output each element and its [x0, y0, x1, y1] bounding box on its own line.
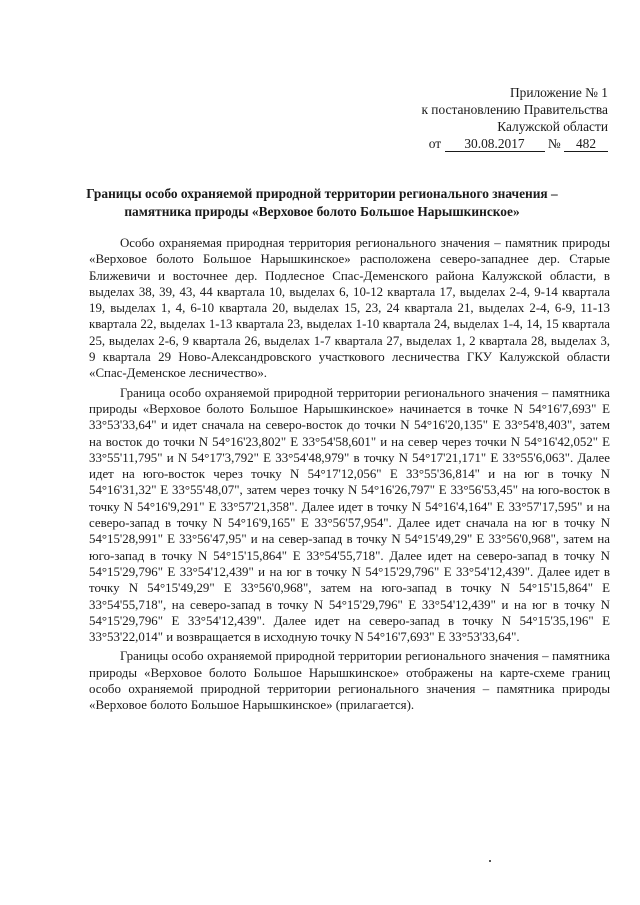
- document-body: [89, 235, 610, 717]
- date-label: от: [428, 136, 442, 151]
- paragraph-map: Границы особо охраняемой природной территории регионального значения – памятника природы «Верховое болото Большое Нарышкинское» отображены на карте-схеме границ особо охраняемой природной территории регионального значения – памятника природы «Верховое болото Большое Нарышкинское» (прилагается).: [89, 649, 610, 713]
- number-label: №: [547, 136, 561, 151]
- document-title: Границы особо охраняемой природной территории регионального значения – памятника природы «Верховое болото Большое Нарышкинское»: [86, 186, 558, 219]
- scan-speck: [489, 860, 491, 862]
- resolution-number: 482: [564, 137, 608, 152]
- appendix-header: [421, 84, 608, 152]
- appendix-region: Калужской области: [497, 119, 608, 134]
- appendix-resolution: к постановлению Правительства: [421, 102, 608, 117]
- paragraph-boundary: Граница особо охраняемой природной территории регионального значения – памятника природы «Верховое болото Большое Нарышкинское» начинается в точке N 54°16'7,693" E 33°53'33,64" и идет сначала на северо-восток до точки N 54°16'20,135" E 33°54'8,403", затем на восток до точки N 54°16'23,802" E 33°54'58,601" и на север через точки N 54°16'42,052" E 33°55'11,795" и N 54°17'3,792" E 33°54'48,979" в точку N 54°17'21,171" E 33°55'6,063". Далее идет на юго-восток через точку N 54°17'12,056" E 33°55'36,814" и на юг в точку N 54°16'31,32" E 33°55'48,07", затем через точку N 54°16'26,797" E 33°56'53,45" на юго-восток в точку N 54°16'9,291" E 33°57'21,358". Далее идет в точку N 54°16'4,164" E 33°57'17,595" и на северо-запад в точку N 54°16'9,165" E 33°56'57,954". Далее идет сначала на юг в точку N 54°15'28,991" E 33°56'47,95" и на север-запад в точку N 54°15'49,29" E 33°56'0,968", затем на юго-запад в точку N 54°15'15,864" E 33°54'55,718". Далее идет на северо-запад в точку N 54°15'29,796" E 33°54'12,439" и на юг в точку N 54°15'29,796" E 33°54'12,439". Далее идет в точку N 54°15'49,29" E 33°56'0,968", затем на юго-запад в точку N 54°15'15,864" E 33°54'55,718", на северо-запад в точку N 54°15'29,796" E 33°54'12,439" и на юг в точку N 54°15'29,796" E 33°54'12,439". Далее идет на северо-запад в точку N 54°15'35,196" E 33°53'22,014" и возвращается в исходную точку N 54°16'7,693" E 33°53'33,64".: [89, 385, 610, 645]
- appendix-dateline: [421, 135, 608, 152]
- resolution-date: 30.08.2017: [445, 137, 545, 152]
- paragraph-location: Особо охраняемая природная территория регионального значения – памятник природы «Верховое болото Большое Нарышкинское» расположена северо-западнее дер. Старые Ближевичи и восточнее дер. Подлесное Спас-Деменского района Калужской области, в выделах 38, 39, 43, 44 квартала 10, выделах 6, 10-12 квартала 17, выделах 2-4, 9-14 квартала 19, выделах 1, 4, 6-10 квартала 20, выделах 15, 23, 24 квартала 21, выделах 2-4, 6-9, 11-13 квартала 22, выделах 1-13 квартала 23, выделах 1-10 квартала 24, выделах 1-4, 14, 15 квартала 25, выделах 2-6, 9 квартала 26, выделах 1-7 квартала 27, выделах 1, 2 квартала 28, выделах 3, 9 квартала 29 Ново-Александровского участкового лесничества ГКУ Калужской области «Спас-Деменское лесничество».: [89, 236, 610, 381]
- appendix-number: Приложение № 1: [509, 85, 608, 100]
